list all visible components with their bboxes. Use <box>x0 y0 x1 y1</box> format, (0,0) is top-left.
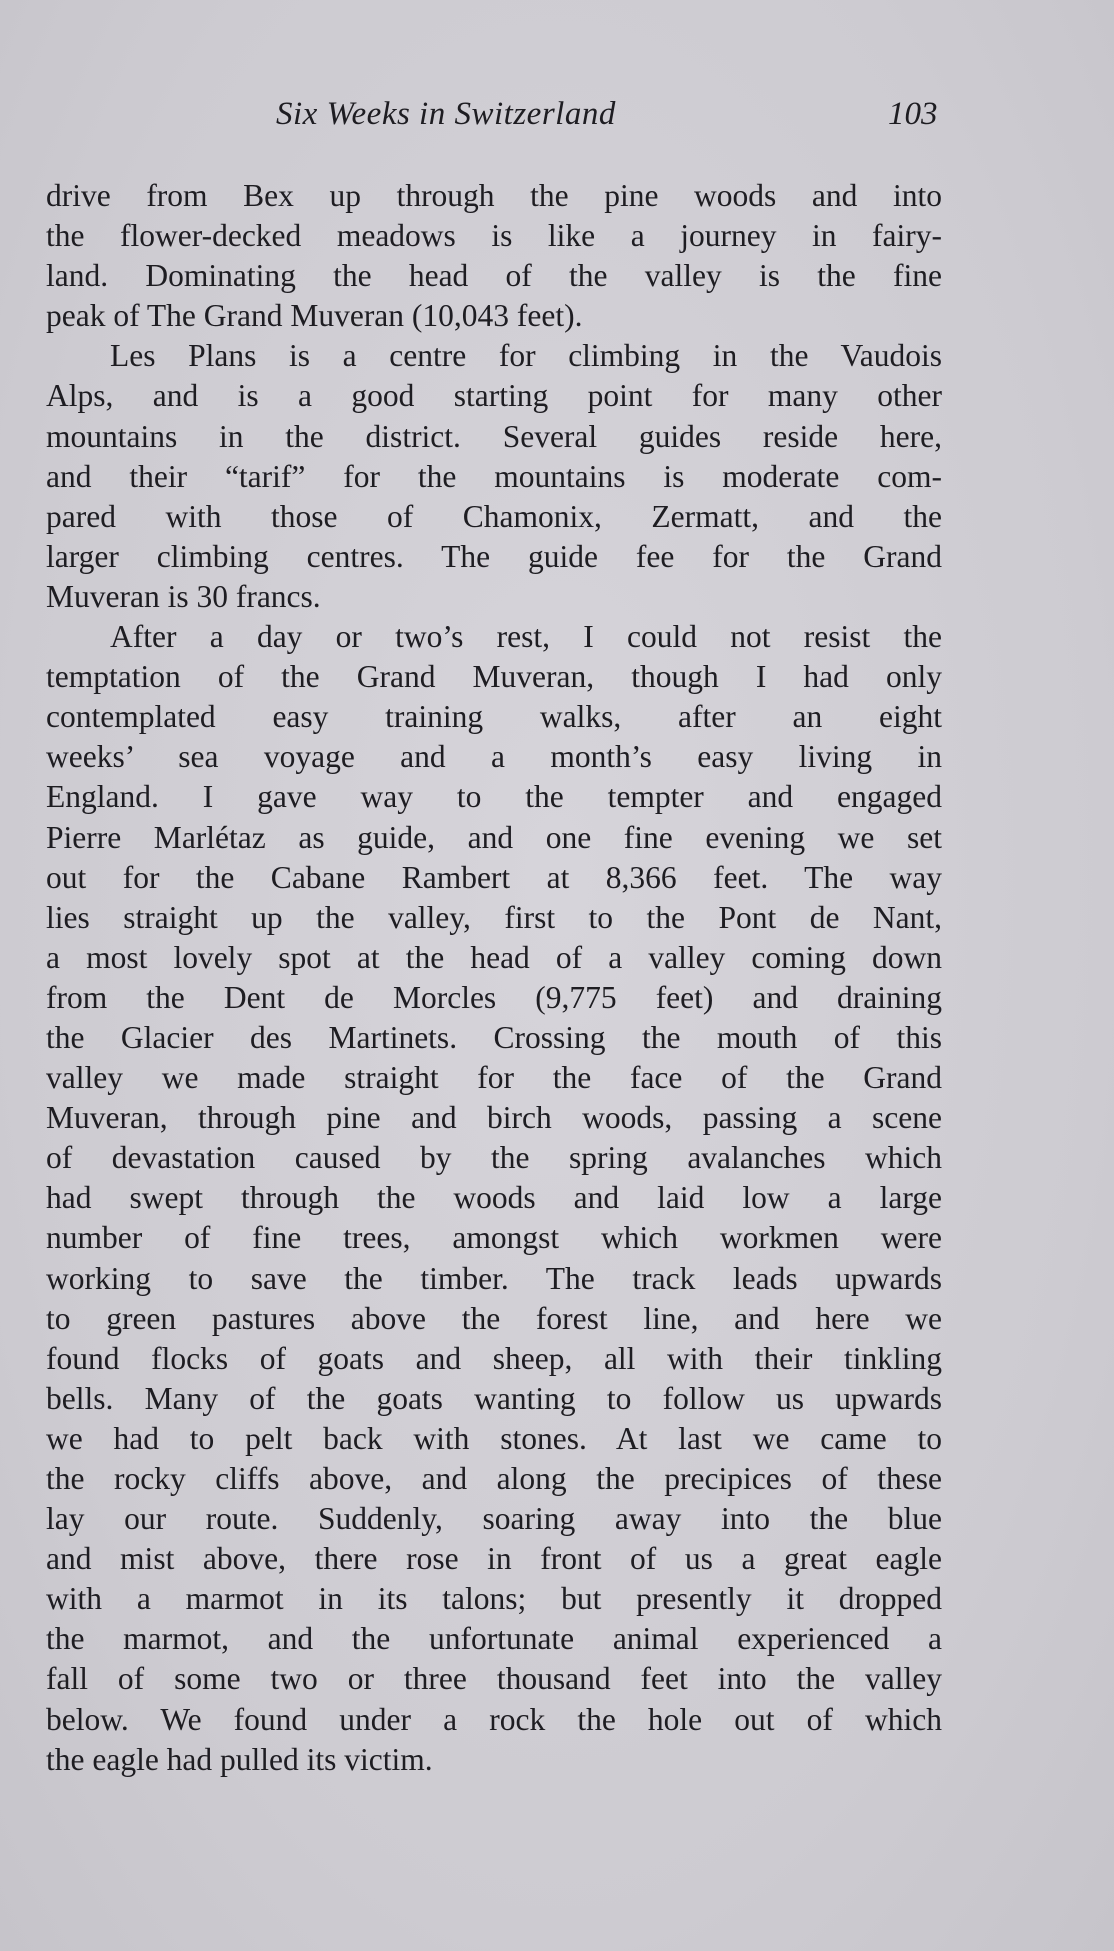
text-line: Alps, and is a good starting point for many other <box>46 378 942 414</box>
text-line: larger climbing centres. The guide fee for the Grand <box>46 538 942 574</box>
text-line: with a marmot in its talons; but presently it dropped <box>46 1581 942 1617</box>
text-line: pared with those of Chamonix, Zermatt, and the <box>46 498 942 534</box>
text-line: a most lovely spot at the head of a valley coming down <box>46 939 942 975</box>
running-head <box>46 96 946 140</box>
text-line: lies straight up the valley, first to the Pont de Nant, <box>46 899 942 935</box>
text-line: had swept through the woods and laid low a large <box>46 1180 942 1216</box>
text-line: valley we made straight for the face of the Grand <box>46 1060 942 1096</box>
text-line: lay our route. Suddenly, soaring away into the blue <box>46 1501 942 1537</box>
text-line: land. Dominating the head of the valley is the fine <box>46 258 942 294</box>
text-line: to green pastures above the forest line, and here we <box>46 1300 942 1336</box>
text-line: Les Plans is a centre for climbing in the Vaudois <box>110 338 942 374</box>
text-line: we had to pelt back with stones. At last we came to <box>46 1420 942 1456</box>
text-line: the eagle had pulled its victim. <box>46 1741 433 1777</box>
text-line: peak of The Grand Muveran (10,043 feet). <box>46 298 583 334</box>
page-number: 103 <box>888 96 938 132</box>
text-line: working to save the timber. The track leads upwards <box>46 1260 942 1296</box>
text-line: and mist above, there rose in front of us a great eagle <box>46 1541 942 1577</box>
text-line: weeks’ sea voyage and a month’s easy living in <box>46 739 942 775</box>
text-line: the rocky cliffs above, and along the precipices of these <box>46 1461 942 1496</box>
body-text <box>46 176 942 1780</box>
text-line: below. We found under a rock the hole out of which <box>46 1701 942 1737</box>
running-title: Six Weeks in Switzerland <box>276 96 616 132</box>
text-line: and their “tarif” for the mountains is moderate com- <box>46 458 942 494</box>
text-line: bells. Many of the goats wanting to follow us upwards <box>46 1380 942 1416</box>
text-line: fall of some two or three thousand feet into the valley <box>46 1661 942 1697</box>
text-line: After a day or two’s rest, I could not resist the <box>110 619 942 655</box>
text-line: the marmot, and the unfortunate animal experienced a <box>46 1621 942 1657</box>
text-line: number of fine trees, amongst which workmen were <box>46 1220 942 1256</box>
text-line: Pierre Marlétaz as guide, and one fine evening we set <box>46 819 942 855</box>
text-line: the flower-decked meadows is like a journey in fairy- <box>46 218 942 254</box>
text-line: Muveran is 30 francs. <box>46 578 321 614</box>
text-line: from the Dent de Morcles (9,775 feet) and draining <box>46 979 942 1015</box>
text-line: drive from Bex up through the pine woods and into <box>46 178 942 213</box>
text-line: out for the Cabane Rambert at 8,366 feet. The way <box>46 859 942 895</box>
text-line: England. I gave way to the tempter and engaged <box>46 779 942 815</box>
text-line: contemplated easy training walks, after an eight <box>46 699 942 735</box>
text-line: of devastation caused by the spring avalanches which <box>46 1140 942 1176</box>
text-line: Muveran, through pine and birch woods, passing a scene <box>46 1100 942 1136</box>
text-line: mountains in the district. Several guides reside here, <box>46 418 942 454</box>
text-line: temptation of the Grand Muveran, though I had only <box>46 659 942 695</box>
text-line: the Glacier des Martinets. Crossing the mouth of this <box>46 1019 942 1055</box>
text-line: found flocks of goats and sheep, all with their tinkling <box>46 1340 942 1376</box>
